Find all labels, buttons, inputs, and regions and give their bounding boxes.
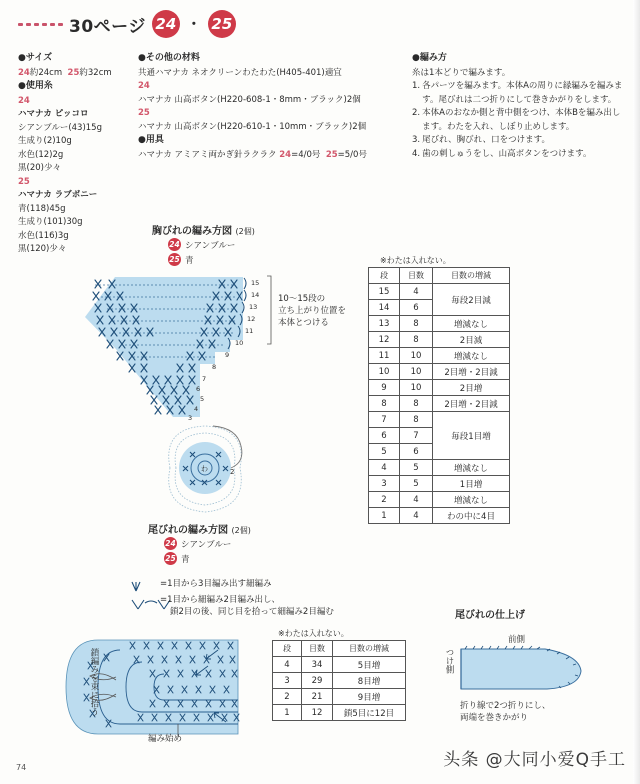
table-row xyxy=(369,348,510,364)
svg-text:7: 7 xyxy=(202,375,207,383)
table-row xyxy=(369,332,510,348)
yarn-group-25-brand: ハマナカ ラブボニー xyxy=(18,190,98,200)
table-row xyxy=(273,657,406,673)
cell-me: 8 xyxy=(400,412,433,428)
tail-finish-title: 尾びれの仕上げ xyxy=(455,610,525,621)
howto-step-2-text: 本体Aのおなか側と背中側をつけ、本体Bを編み出します。わたを入れ、しぼり止めします。 xyxy=(422,108,621,132)
pectoral-fin-chart xyxy=(55,272,290,426)
pectoral-annotation xyxy=(278,293,346,329)
materials-common: 共通ハマナカ ネオクリーンわたわた(H405-401)適宜 xyxy=(138,67,342,78)
col-dan: 段 xyxy=(369,268,400,284)
page-header xyxy=(18,10,236,38)
table-row xyxy=(369,380,510,396)
howto-step-2 xyxy=(412,107,627,134)
svg-text:3: 3 xyxy=(188,414,193,422)
cell-zougen: 8目増 xyxy=(333,673,406,689)
symbol-3sc-icon xyxy=(128,581,158,593)
pectoral-diagram-title xyxy=(152,222,255,237)
pectoral-legend-label-25: 青 xyxy=(185,255,194,266)
materials-24-num: 24 xyxy=(138,81,150,91)
pectoral-legend-24 xyxy=(168,238,235,251)
cell-dan: 1 xyxy=(369,508,400,524)
size-values xyxy=(18,67,148,81)
tail-finish-note-line-2: 両端を巻きかがり xyxy=(460,713,529,723)
cell-dan: 9 xyxy=(369,380,400,396)
tools-size-24: =4/0号 xyxy=(291,149,321,160)
table-row xyxy=(273,705,406,721)
cell-me: 10 xyxy=(400,348,433,364)
cell-me: 5 xyxy=(400,476,433,492)
howto-step-1-num: 1. xyxy=(412,81,421,91)
yarn-25-line-4: 黒(120)少々 xyxy=(18,244,67,254)
size-num-25: 25 xyxy=(67,67,80,78)
tail-legend-label-24: シアンブルー xyxy=(181,539,232,550)
motif-center-label: わ xyxy=(201,465,208,473)
svg-text:10: 10 xyxy=(235,339,244,347)
cell-dan: 6 xyxy=(369,428,400,444)
table-header-row xyxy=(369,268,510,284)
cell-zougen: 2目増 xyxy=(433,380,510,396)
finish-shape-fill xyxy=(461,649,581,689)
howto-steps xyxy=(412,80,627,161)
svg-text:14: 14 xyxy=(251,291,260,299)
howto-step-2-num: 2. xyxy=(412,108,421,118)
tail-symbol-note-2a: =1目から細編み2目編み出し、 xyxy=(160,595,280,605)
col-dan: 段 xyxy=(273,641,302,657)
cell-me: 8 xyxy=(400,332,433,348)
tail-finish-note xyxy=(460,700,550,724)
tail-legend-25 xyxy=(164,552,190,565)
page-number: 74 xyxy=(16,763,27,772)
howto-heading: ●編み方 xyxy=(412,53,447,63)
tail-legend-badge-24: 24 xyxy=(165,539,176,548)
materials-25-text: ハマナカ 山高ボタン(H220-610-1・10mm・ブラック)2個 xyxy=(138,121,367,132)
pectoral-annotation-line-3: 本体とつける xyxy=(278,318,329,328)
cell-me: 7 xyxy=(400,428,433,444)
pectoral-legend-badge-25: 25 xyxy=(169,255,180,264)
pectoral-table-note: ※わたは入れない。 xyxy=(380,256,451,265)
tail-finish-attach-label: つけ側 xyxy=(444,648,454,674)
pattern-badge-24: 24 xyxy=(152,10,180,38)
yarn-24-line-3: 水色(12)2g xyxy=(18,149,64,160)
materials-column xyxy=(138,52,408,162)
yarn-heading: ●使用糸 xyxy=(18,81,53,91)
tail-title-text: 尾びれの編み方図 xyxy=(148,525,228,536)
cell-me: 8 xyxy=(400,396,433,412)
svg-text:11: 11 xyxy=(245,327,254,335)
pectoral-legend-label-24: シアンブルー xyxy=(185,240,236,251)
size-and-yarn-column xyxy=(18,52,148,257)
pectoral-legend-25 xyxy=(168,253,194,266)
pectoral-fill xyxy=(115,277,243,417)
howto-column xyxy=(412,52,627,161)
table-row xyxy=(369,284,510,300)
tools-num-25: 25 xyxy=(325,149,338,160)
cell-zougen: わの中に4目 xyxy=(433,508,510,524)
cell-dan: 4 xyxy=(369,460,400,476)
tail-legend-badge-25: 25 xyxy=(165,554,176,563)
cell-dan: 14 xyxy=(369,300,400,316)
tail-finish-front-label: 前側 xyxy=(508,635,526,645)
tail-symbol-key-1 xyxy=(128,578,158,597)
pectoral-annotation-line-1: 10〜15段の xyxy=(278,294,326,304)
page-edge-shadow xyxy=(633,0,640,784)
cell-dan: 13 xyxy=(369,316,400,332)
tail-stitch-table xyxy=(272,640,406,721)
tools-heading: ●用具 xyxy=(138,135,164,145)
cell-dan: 7 xyxy=(369,412,400,428)
pectoral-title-text: 胸びれの編み方図 xyxy=(152,226,232,237)
cell-me: 34 xyxy=(302,657,333,673)
materials-25-num: 25 xyxy=(138,108,150,118)
pectoral-annotation-line-2: 立ち上がり位置を xyxy=(278,306,347,316)
col-me: 目数 xyxy=(400,268,433,284)
yarn-24-line-2: 生成り(2)10g xyxy=(18,136,72,146)
yarn-25-line-1: 青(118)45g xyxy=(18,203,66,214)
pectoral-stitch-table xyxy=(368,267,510,524)
tail-legend-label-25: 青 xyxy=(181,554,190,565)
cell-zougen: 1目増 xyxy=(433,476,510,492)
howto-step-1-text: 各パーツを編みます。本体Aの周りに縁編みを編みます。尾びれは二つ折りにして巻きかがりをします。 xyxy=(422,81,623,105)
tail-symbol-note-1: =1目から3目編み出す細編み xyxy=(160,579,272,589)
table-row xyxy=(369,316,510,332)
cell-dan: 12 xyxy=(369,332,400,348)
cell-me: 10 xyxy=(400,380,433,396)
cell-zougen: 9目増 xyxy=(333,689,406,705)
size-text-25: 約32cm xyxy=(79,67,112,78)
table-row xyxy=(273,673,406,689)
svg-text:8: 8 xyxy=(212,363,217,371)
center-motif-svg xyxy=(150,418,265,518)
yarn-group-25-num: 25 xyxy=(18,176,30,187)
cell-zougen: 増減なし xyxy=(433,348,510,364)
tail-finish-shape xyxy=(455,645,595,699)
tail-side-note: 鎖編みを束に拾う xyxy=(89,648,99,716)
yarn-24-line-4: 黒(20)少々 xyxy=(18,163,61,173)
tools-text xyxy=(138,149,408,163)
cell-zougen: 増減なし xyxy=(433,316,510,332)
howto-step-4-text: 歯の刺しゅうをし、山高ボタンをつけます。 xyxy=(422,148,592,159)
howto-intro: 糸は1本どりで編みます。 xyxy=(412,67,511,78)
tools-prefix: ハマナカ アミアミ両かぎ針ラクラク xyxy=(138,149,280,160)
yarn-group-24-brand: ハマナカ ピッコロ xyxy=(18,109,89,119)
pectoral-fill-left xyxy=(85,277,115,348)
cell-me: 21 xyxy=(302,689,333,705)
cell-dan: 5 xyxy=(369,444,400,460)
table-row xyxy=(273,689,406,705)
tail-table-note: ※わたは入れない。 xyxy=(278,629,349,638)
cell-zougen: 毎段2目減 xyxy=(433,284,510,316)
decorative-dots xyxy=(18,23,63,26)
table-row xyxy=(369,476,510,492)
cell-dan: 2 xyxy=(369,492,400,508)
yarn-group-24-num: 24 xyxy=(18,95,30,106)
tail-diagram-title xyxy=(148,521,251,536)
cell-dan: 2 xyxy=(273,689,302,705)
materials-heading: ●その他の材料 xyxy=(138,53,200,63)
tail-finish-svg xyxy=(455,645,595,695)
cell-dan: 15 xyxy=(369,284,400,300)
tail-legend-24 xyxy=(164,537,231,550)
svg-text:13: 13 xyxy=(249,303,258,311)
cell-dan: 3 xyxy=(273,673,302,689)
howto-step-1 xyxy=(412,80,627,107)
cell-zougen: 毎段1目増 xyxy=(433,412,510,460)
cell-me: 12 xyxy=(302,705,333,721)
table-row xyxy=(369,492,510,508)
table-row xyxy=(369,508,510,524)
tail-symbol-note-2 xyxy=(160,594,334,618)
cell-dan: 1 xyxy=(273,705,302,721)
pectoral-legend-badge-24: 24 xyxy=(169,240,180,249)
cell-me: 6 xyxy=(400,444,433,460)
col-zougen: 目数の増減 xyxy=(333,641,406,657)
cell-me: 29 xyxy=(302,673,333,689)
cell-zougen: 2目増・2目減 xyxy=(433,364,510,380)
badge-separator: ・ xyxy=(186,17,201,33)
cell-zougen: 2目減 xyxy=(433,332,510,348)
yarn-25-line-2: 生成り(101)30g xyxy=(18,217,83,227)
col-zougen: 目数の増減 xyxy=(433,268,510,284)
table-row xyxy=(369,396,510,412)
cell-me: 8 xyxy=(400,316,433,332)
tools-num-24: 24 xyxy=(279,149,292,160)
tail-symbol-note-2b: 鎖2目の後、同じ目を拾って細編み2目編む xyxy=(170,607,334,617)
pectoral-title-count: (2個) xyxy=(235,227,255,236)
cell-me: 4 xyxy=(400,492,433,508)
motif-count-label: 2 xyxy=(230,468,235,476)
size-text-24: 約24cm xyxy=(29,67,63,78)
cell-me: 4 xyxy=(400,284,433,300)
cell-me: 4 xyxy=(400,508,433,524)
svg-text:12: 12 xyxy=(247,315,256,323)
howto-step-3 xyxy=(412,134,627,148)
cell-dan: 3 xyxy=(369,476,400,492)
pectoral-chart-svg xyxy=(55,272,290,422)
cell-dan: 11 xyxy=(369,348,400,364)
howto-step-3-num: 3. xyxy=(412,135,421,145)
size-num-24: 24 xyxy=(18,67,30,78)
cell-zougen: 増減なし xyxy=(433,460,510,476)
svg-text:5: 5 xyxy=(200,395,205,403)
materials-24-text: ハマナカ 山高ボタン(H220-608-1・8mm・ブラック)2個 xyxy=(138,94,361,105)
size-heading: ●サイズ xyxy=(18,53,53,63)
svg-text:4: 4 xyxy=(194,405,199,413)
table-row xyxy=(369,364,510,380)
cell-me: 6 xyxy=(400,300,433,316)
cell-zougen: 2目増・2目減 xyxy=(433,396,510,412)
cell-me: 10 xyxy=(400,364,433,380)
table-row xyxy=(369,460,510,476)
pectoral-annotation-bracket xyxy=(267,276,271,344)
page-reference: 30ページ xyxy=(69,16,146,37)
watermark: 头条 @大同小爱Q手工 xyxy=(443,750,626,770)
col-me: 目数 xyxy=(302,641,333,657)
pectoral-center-motif xyxy=(150,418,265,522)
svg-text:15: 15 xyxy=(251,279,260,287)
tools-size-25: =5/0号 xyxy=(337,149,367,160)
tail-start-note: 編み始め xyxy=(148,734,183,744)
cell-dan: 4 xyxy=(273,657,302,673)
cell-zougen: 増減なし xyxy=(433,492,510,508)
table-row xyxy=(369,412,510,428)
cell-dan: 8 xyxy=(369,396,400,412)
table-header-row xyxy=(273,641,406,657)
howto-step-3-text: 尾びれ、胸びれ、口をつけます。 xyxy=(422,135,550,145)
howto-step-4 xyxy=(412,148,627,162)
yarn-24-line-1: シアンブルー(43)15g xyxy=(18,122,102,133)
tail-finish-note-line-1: 折り線で2つ折りにし、 xyxy=(460,701,551,711)
svg-text:6: 6 xyxy=(196,385,201,393)
cell-me: 5 xyxy=(400,460,433,476)
pattern-badge-25: 25 xyxy=(208,10,236,38)
yarn-25-line-3: 水色(116)3g xyxy=(18,230,69,241)
cell-zougen: 5目増 xyxy=(333,657,406,673)
howto-step-4-num: 4. xyxy=(412,148,421,159)
svg-text:9: 9 xyxy=(225,351,230,359)
cell-zougen: 鎖5目に12目 xyxy=(333,705,406,721)
tail-title-count: (2個) xyxy=(231,526,251,535)
cell-dan: 10 xyxy=(369,364,400,380)
